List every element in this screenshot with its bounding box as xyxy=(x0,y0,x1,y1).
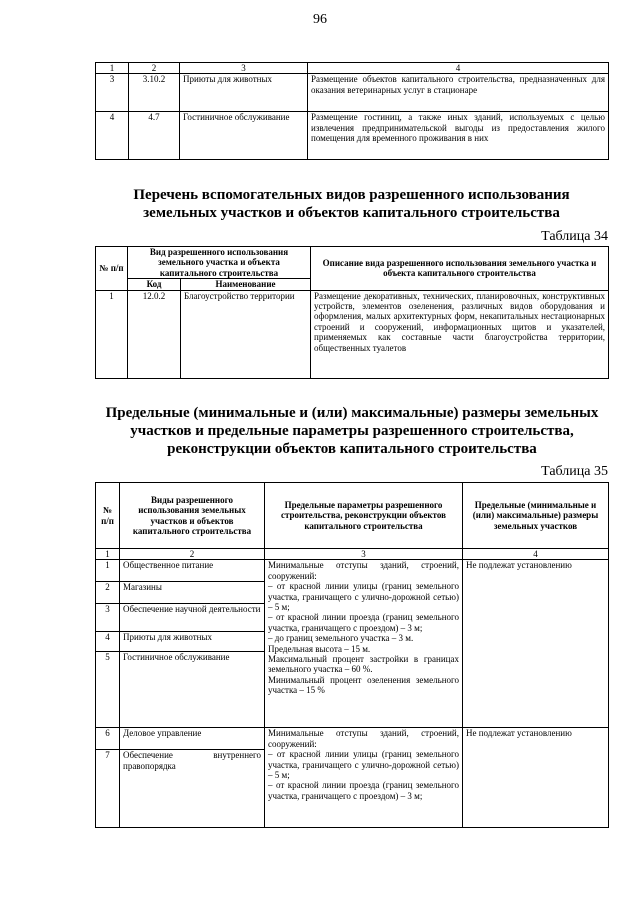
col-desc-header: Описание вида разрешенного использования земельного участка и объекта капитального строительства xyxy=(311,247,609,291)
params-cell-group1 xyxy=(265,560,463,728)
row-name: Благоустройство территории xyxy=(181,290,311,378)
row-num: 3 xyxy=(96,604,120,632)
table-35 xyxy=(95,482,609,828)
params-line: Предельная высота – 15 м. xyxy=(268,643,371,654)
col-code-header: Код xyxy=(128,279,181,290)
row-desc: Размещение декоративных, технических, планировочных, конструктивных устройств, элементов озеленения, различных видов оборудования и оформления, малых архитектурных форм, некапитальных нестационарных строений и сооружений, информационных щитов и указателей, применяемых как составные части благоустройства территории, общественных туалетов xyxy=(311,290,609,378)
table-row xyxy=(96,290,609,378)
col-num-header: № п/п xyxy=(96,483,120,549)
section2-title: Предельные (минимальные и (или) максимальные) размеры земельных участков и предельные параметры разрешенного строительства, реконструкции объектов капитального строительства xyxy=(105,405,599,457)
col-name-header: Наименование xyxy=(181,279,311,290)
header-cell: 2 xyxy=(129,63,180,74)
row-name: Обеспечение научной деятельности xyxy=(120,604,265,632)
table-row xyxy=(96,728,609,750)
params-line: – от красной линии улицы (границ земельного участка, граничащего с улично-дорожной сетью) – 5 м; xyxy=(268,749,459,781)
sizes-cell-group1: Не подлежат установлению xyxy=(463,560,609,728)
params-cell-group2 xyxy=(265,728,463,828)
row-num: 4 xyxy=(96,112,129,160)
col-number: 4 xyxy=(463,549,609,560)
col-params-header: Предельные параметры разрешенного строительства, реконструкции объектов капитального строительства xyxy=(265,483,463,549)
table-34 xyxy=(95,246,609,379)
row-code: 3.10.2 xyxy=(129,74,180,112)
section1-title: Перечень вспомогательных видов разрешенного использования земельных участков и объектов капитального строительства xyxy=(133,187,570,221)
table-row xyxy=(96,560,609,582)
col-number: 1 xyxy=(96,549,120,560)
params-line: Максимальный процент застройки в границах земельного участка – 60 %. xyxy=(268,654,459,675)
header-cell: 3 xyxy=(180,63,308,74)
row-desc: Размещение объектов капитального строительства, предназначенных для оказания ветеринарных услуг в стационаре xyxy=(308,74,609,112)
col-sizes-header: Предельные (минимальные и (или) максимальные) размеры земельных участков xyxy=(463,483,609,549)
params-line: – до границ земельного участка – 3 м. xyxy=(268,633,414,644)
table-header-row xyxy=(96,63,609,74)
row-name: Магазины xyxy=(120,582,265,604)
table34-label: Таблица 34 xyxy=(541,229,608,244)
col-group-header: Вид разрешенного использования земельного участка и объекта капитального строительства xyxy=(128,247,311,279)
col-kind-header: Виды разрешенного использования земельных участков и объектов капитального строительства xyxy=(120,483,265,549)
row-code: 4.7 xyxy=(129,112,180,160)
table-number-row xyxy=(96,549,609,560)
row-code: 12.0.2 xyxy=(128,290,181,378)
row-num: 1 xyxy=(96,290,128,378)
row-name: Гостиничное обслуживание xyxy=(180,112,308,160)
row-num: 1 xyxy=(96,560,120,582)
table-header-row xyxy=(96,483,609,549)
table-row xyxy=(96,112,609,160)
col-number: 3 xyxy=(265,549,463,560)
table-row xyxy=(96,74,609,112)
col-num-header: № п/п xyxy=(96,247,128,291)
table-header-row xyxy=(96,247,609,279)
col-number: 2 xyxy=(120,549,265,560)
header-cell: 4 xyxy=(308,63,609,74)
row-name: Обеспечение внутреннего правопорядка xyxy=(120,750,265,828)
row-name: Приюты для животных xyxy=(120,632,265,652)
table35-label: Таблица 35 xyxy=(541,464,608,479)
sizes-cell-group2: Не подлежат установлению xyxy=(463,728,609,828)
row-num: 4 xyxy=(96,632,120,652)
page-number: 96 xyxy=(313,12,327,27)
row-name: Гостиничное обслуживание xyxy=(120,652,265,728)
table-top xyxy=(95,62,609,160)
params-line: Минимальные отступы зданий, строений, сооружений: xyxy=(268,728,459,749)
row-num: 2 xyxy=(96,582,120,604)
header-cell: 1 xyxy=(96,63,129,74)
row-name: Деловое управление xyxy=(120,728,265,750)
params-line: Минимальные отступы зданий, строений, сооружений: xyxy=(268,560,459,581)
row-num: 3 xyxy=(96,74,129,112)
params-line: Минимальный процент озеленения земельного участка – 15 % xyxy=(268,674,459,696)
params-line: – от красной линии проезда (границ земельного участка, граничащего с проездом) – 3 м; xyxy=(268,780,459,801)
row-name: Приюты для животных xyxy=(180,74,308,112)
row-num: 7 xyxy=(96,750,120,828)
params-line: – от красной линии улицы (границ земельного участка, граничащего с улично-дорожной сетью) – 5 м; xyxy=(268,581,459,613)
params-line: – от красной линии проезда (границ земельного участка, граничащего с проездом) – 3 м; xyxy=(268,612,459,633)
row-name: Общественное питание xyxy=(120,560,265,582)
row-desc: Размещение гостиниц, а также иных зданий, используемых с целью извлечения предпринимательской выгоды из предоставления жилого помещения для временного проживания в них xyxy=(308,112,609,160)
row-num: 5 xyxy=(96,652,120,728)
row-num: 6 xyxy=(96,728,120,750)
